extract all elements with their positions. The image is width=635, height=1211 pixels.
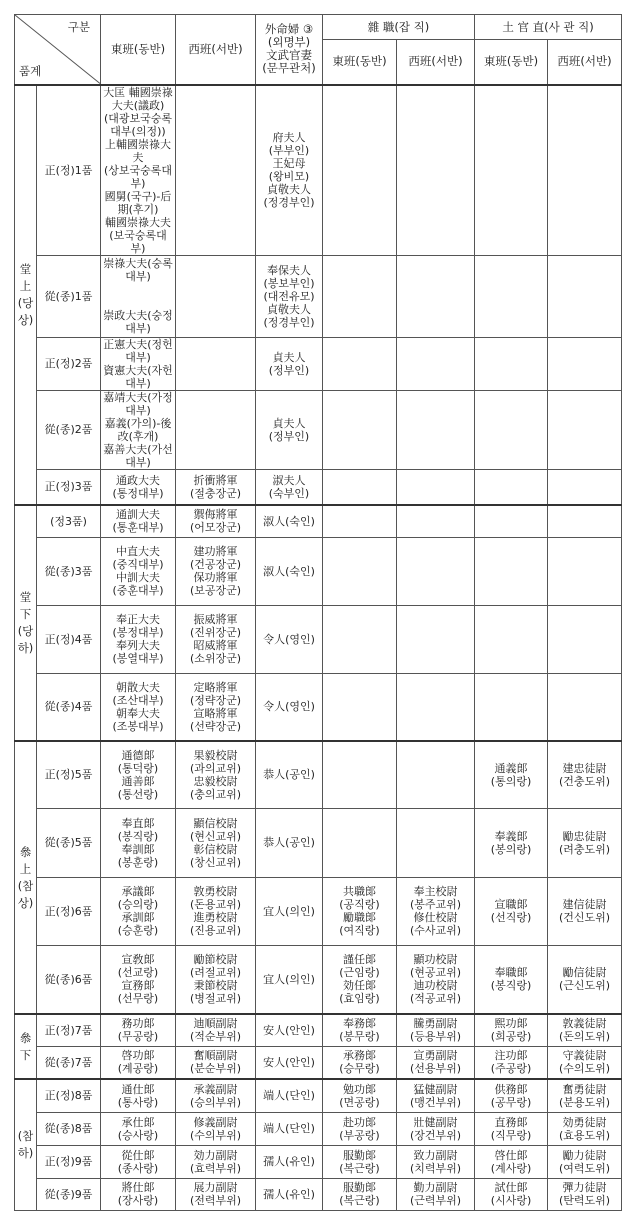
seoban-cell: 定略將軍 (정략장군) 宣略將軍 (선략장군): [176, 673, 256, 741]
grade-cell: 正(정)7품: [37, 1014, 101, 1046]
header-sagwanjik: 土 官 直(사 관 직): [475, 15, 622, 40]
sagwan-seoban-cell: [548, 390, 622, 469]
seoban-cell: 果毅校尉 (과의교위) 忠毅校尉 (충의교위): [176, 741, 256, 808]
japjik-dongban-cell: 赴功郞 (부공랑): [323, 1112, 397, 1145]
japjik-seoban-cell: [397, 469, 475, 505]
seoban-cell: 迪順副尉 (적순부위): [176, 1014, 256, 1046]
sagwan-seoban-cell: 守義徒尉 (수의도위): [548, 1046, 622, 1079]
oemyeongbu-cell: 恭人(공인): [256, 741, 323, 808]
japjik-dongban-cell: [323, 255, 397, 337]
sagwan-dongban-cell: [475, 390, 548, 469]
dongban-cell: 通德郞 (통덕랑) 通善郞 (통선랑): [101, 741, 176, 808]
dongban-cell: 正憲大夫(정헌대부) 資憲大夫(자헌대부): [101, 337, 176, 390]
sagwan-dongban-cell: [475, 605, 548, 673]
grade-cell: 正(정)4품: [37, 605, 101, 673]
dongban-cell: 從仕郞 (종사랑): [101, 1145, 176, 1178]
oemyeongbu-cell: 端人(단인): [256, 1112, 323, 1145]
sagwan-seoban-cell: 敦義徒尉 (돈의도위): [548, 1014, 622, 1046]
seoban-cell: [176, 85, 256, 256]
table-row: [15, 505, 622, 537]
sagwan-seoban-cell: 勵忠徒尉 (려충도위): [548, 808, 622, 877]
group-label: (참 하): [15, 1079, 37, 1210]
table-row: [15, 1112, 622, 1145]
dongban-cell: 務功郞 (무공랑): [101, 1014, 176, 1046]
dongban-cell: 嘉靖大夫(가정대부) 嘉義(가의)-後改(후개) 嘉善大夫(가선대부): [101, 390, 176, 469]
header-corner: [15, 15, 101, 85]
grade-cell: 從(종)9품: [37, 1178, 101, 1210]
sagwan-dongban-cell: [475, 505, 548, 537]
sagwan-seoban-cell: [548, 537, 622, 605]
sagwan-seoban-cell: 効勇徒尉 (효용도위): [548, 1112, 622, 1145]
oemyeongbu-cell: 奉保夫人 (봉보부인) (대전유모) 貞敬夫人 (정경부인): [256, 255, 323, 337]
header-dongban: 東班(동반): [101, 15, 176, 85]
seoban-cell: 敦勇校尉 (돈용교위) 進勇校尉 (진용교위): [176, 877, 256, 945]
sagwan-dongban-cell: 試仕郞 (시사랑): [475, 1178, 548, 1210]
japjik-seoban-cell: 宣勇副尉 (선용부위): [397, 1046, 475, 1079]
sagwan-dongban-cell: [475, 537, 548, 605]
table-row: [15, 537, 622, 605]
japjik-dongban-cell: [323, 390, 397, 469]
oemyeongbu-cell: 端人(단인): [256, 1079, 323, 1112]
japjik-dongban-cell: [323, 469, 397, 505]
sagwan-seoban-cell: 彈力徒尉 (탄력도위): [548, 1178, 622, 1210]
oemyeongbu-cell: 孺人(유인): [256, 1178, 323, 1210]
grade-cell: 正(정)6품: [37, 877, 101, 945]
oemyeongbu-cell: 淑人(숙인): [256, 505, 323, 537]
grade-cell: 正(정)1품: [37, 85, 101, 256]
japjik-seoban-cell: 勤力副尉 (근력부위): [397, 1178, 475, 1210]
japjik-dongban-cell: [323, 537, 397, 605]
japjik-seoban-cell: [397, 673, 475, 741]
rank-table: [14, 14, 622, 1211]
seoban-cell: 建功將軍 (건공장군) 保功將軍 (보공장군): [176, 537, 256, 605]
table-row: [15, 390, 622, 469]
sagwan-seoban-cell: 建忠徒尉 (건충도위): [548, 741, 622, 808]
japjik-seoban-cell: 致力副尉 (치력부위): [397, 1145, 475, 1178]
oemyeongbu-cell: 貞夫人 (정부인): [256, 390, 323, 469]
japjik-dongban-cell: 承務郞 (승무랑): [323, 1046, 397, 1079]
japjik-seoban-cell: [397, 741, 475, 808]
sagwan-dongban-cell: 注功郞 (주공랑): [475, 1046, 548, 1079]
japjik-dongban-cell: 服勤郞 (복근랑): [323, 1145, 397, 1178]
header-gubun: 구분: [67, 20, 90, 34]
table-row: [15, 945, 622, 1014]
sagwan-dongban-cell: [475, 673, 548, 741]
group-label: 叅 上 (참 상): [15, 741, 37, 1014]
oemyeongbu-cell: 宜人(의인): [256, 945, 323, 1014]
oemyeongbu-cell: 安人(안인): [256, 1046, 323, 1079]
japjik-seoban-cell: 顯功校尉 (현공교위) 迪功校尉 (적공교위): [397, 945, 475, 1014]
grade-cell: 正(정)8품: [37, 1079, 101, 1112]
dongban-cell: 啓功郞 (계공랑): [101, 1046, 176, 1079]
dongban-cell: 大匡 輔國崇祿大夫(議政) (대광보국숭록대부(의정)) 上輔國崇祿大夫 (상보국숭록대부) 國舅(국구)-后期(후기) 輔國崇祿大夫 (보국숭록대부): [101, 85, 176, 256]
sagwan-dongban-cell: 宣職郞 (선직랑): [475, 877, 548, 945]
header-pumgye: 품계: [19, 63, 42, 78]
seoban-cell: [176, 337, 256, 390]
header-japjik: 雜 職(잡 직): [323, 15, 475, 40]
japjik-seoban-cell: 奉主校尉 (봉주교위) 修仕校尉 (수사교위): [397, 877, 475, 945]
table-row: [15, 673, 622, 741]
japjik-seoban-cell: 猛健副尉 (맹건부위): [397, 1079, 475, 1112]
dongban-cell: 承仕郞 (승사랑): [101, 1112, 176, 1145]
japjik-dongban-cell: [323, 337, 397, 390]
japjik-dongban-cell: 奉務郞 (봉무랑): [323, 1014, 397, 1046]
japjik-dongban-cell: [323, 605, 397, 673]
oemyeongbu-cell: 貞夫人 (정부인): [256, 337, 323, 390]
japjik-dongban-cell: [323, 85, 397, 256]
dongban-cell: 通仕郞 (통사랑): [101, 1079, 176, 1112]
dongban-cell: 通訓大夫 (통훈대부): [101, 505, 176, 537]
japjik-dongban-cell: [323, 505, 397, 537]
grade-cell: 從(종)5품: [37, 808, 101, 877]
dongban-cell: 奉直郞 (봉직랑) 奉訓郞 (봉훈랑): [101, 808, 176, 877]
oemyeongbu-cell: 宜人(의인): [256, 877, 323, 945]
seoban-cell: 奮順副尉 (분순부위): [176, 1046, 256, 1079]
sagwan-seoban-cell: [548, 673, 622, 741]
sagwan-seoban-cell: [548, 469, 622, 505]
grade-cell: 從(종)8품: [37, 1112, 101, 1145]
japjik-dongban-cell: [323, 741, 397, 808]
japjik-seoban-cell: [397, 85, 475, 256]
table-row: [15, 605, 622, 673]
dongban-cell: 宣敎郞 (선교랑) 宣務郞 (선무랑): [101, 945, 176, 1014]
seoban-cell: 勵節校尉 (려절교위) 秉節校尉 (병절교위): [176, 945, 256, 1014]
sagwan-dongban-cell: 熙功郞 (희공랑): [475, 1014, 548, 1046]
japjik-seoban-cell: [397, 808, 475, 877]
table-row: [15, 1079, 622, 1112]
table-row: [15, 1014, 622, 1046]
japjik-seoban-cell: [397, 255, 475, 337]
table-row: [15, 741, 622, 808]
group-label: 堂 上 (당 상): [15, 85, 37, 506]
sagwan-seoban-cell: [548, 337, 622, 390]
dongban-cell: 崇祿大夫(숭록대부) 崇政大夫(숭정대부): [101, 255, 176, 337]
sagwan-dongban-cell: 直務郞 (직무랑): [475, 1112, 548, 1145]
sagwan-dongban-cell: 供務郞 (공무랑): [475, 1079, 548, 1112]
dongban-cell: 將仕郞 (장사랑): [101, 1178, 176, 1210]
sagwan-dongban-cell: 奉職郞 (봉직랑): [475, 945, 548, 1014]
table-row: [15, 469, 622, 505]
sagwan-dongban-cell: [475, 85, 548, 256]
table-row: [15, 85, 622, 256]
japjik-seoban-cell: [397, 605, 475, 673]
dongban-cell: 朝散大夫 (조산대부) 朝奉大夫 (조봉대부): [101, 673, 176, 741]
japjik-dongban-cell: 共職郞 (공직랑) 勵職郞 (여직랑): [323, 877, 397, 945]
grade-cell: 正(정)5품: [37, 741, 101, 808]
grade-cell: 從(종)6품: [37, 945, 101, 1014]
sagwan-dongban-cell: 通義郞 (통의랑): [475, 741, 548, 808]
seoban-cell: [176, 390, 256, 469]
grade-cell: 從(종)2품: [37, 390, 101, 469]
grade-cell: 正(정)2품: [37, 337, 101, 390]
table-row: [15, 808, 622, 877]
oemyeongbu-cell: 令人(영인): [256, 673, 323, 741]
grade-cell: 正(정)9품: [37, 1145, 101, 1178]
header-oemyeongbu: 外命婦 ③ (외명부) 文武官妻 (문무관처): [256, 15, 323, 85]
group-label: 叅 下: [15, 1014, 37, 1079]
seoban-cell: 折衝將軍 (절충장군): [176, 469, 256, 505]
header-sagwan-seoban: 西班(서반): [548, 40, 622, 85]
dongban-cell: 奉正大夫 (봉정대부) 奉列大夫 (봉열대부): [101, 605, 176, 673]
oemyeongbu-cell: 令人(영인): [256, 605, 323, 673]
seoban-cell: 禦侮將軍 (어모장군): [176, 505, 256, 537]
japjik-seoban-cell: 壯健副尉 (장건부위): [397, 1112, 475, 1145]
sagwan-seoban-cell: [548, 85, 622, 256]
japjik-seoban-cell: [397, 537, 475, 605]
table-row: [15, 255, 622, 337]
sagwan-seoban-cell: [548, 505, 622, 537]
header-japjik-seoban: 西班(서반): [397, 40, 475, 85]
seoban-cell: 修義副尉 (수의부위): [176, 1112, 256, 1145]
seoban-cell: 顯信校尉 (현신교위) 彰信校尉 (창신교위): [176, 808, 256, 877]
grade-cell: 從(종)1품: [37, 255, 101, 337]
header-japjik-dongban: 東班(동반): [323, 40, 397, 85]
oemyeongbu-cell: 淑夫人 (숙부인): [256, 469, 323, 505]
japjik-dongban-cell: [323, 808, 397, 877]
sagwan-dongban-cell: 啓仕郞 (계사랑): [475, 1145, 548, 1178]
sagwan-dongban-cell: 奉義郞 (봉의랑): [475, 808, 548, 877]
oemyeongbu-cell: 安人(안인): [256, 1014, 323, 1046]
japjik-seoban-cell: [397, 390, 475, 469]
table-body: [15, 85, 622, 1211]
sagwan-seoban-cell: 勵信徒尉 (근신도위): [548, 945, 622, 1014]
japjik-seoban-cell: [397, 337, 475, 390]
grade-cell: (정3품): [37, 505, 101, 537]
dongban-cell: 中直大夫 (중직대부) 中訓大夫 (중훈대부): [101, 537, 176, 605]
seoban-cell: 振威將軍 (진위장군) 昭威將軍 (소위장군): [176, 605, 256, 673]
sagwan-seoban-cell: 建信徒尉 (건신도위): [548, 877, 622, 945]
sagwan-seoban-cell: [548, 255, 622, 337]
oemyeongbu-cell: 孺人(유인): [256, 1145, 323, 1178]
oemyeongbu-cell: 恭人(공인): [256, 808, 323, 877]
grade-cell: 從(종)7품: [37, 1046, 101, 1079]
sagwan-seoban-cell: 勵力徒尉 (여력도위): [548, 1145, 622, 1178]
japjik-dongban-cell: 勉功郞 (면공랑): [323, 1079, 397, 1112]
grade-cell: 從(종)4품: [37, 673, 101, 741]
table-row: [15, 877, 622, 945]
japjik-seoban-cell: 騰勇副尉 (등용부위): [397, 1014, 475, 1046]
sagwan-seoban-cell: 奮勇徒尉 (분용도위): [548, 1079, 622, 1112]
table-row: [15, 1178, 622, 1210]
grade-cell: 從(종)3품: [37, 537, 101, 605]
dongban-cell: 承議郞 (승의랑) 承訓郞 (승훈랑): [101, 877, 176, 945]
sagwan-dongban-cell: [475, 337, 548, 390]
seoban-cell: 展力副尉 (전력부위): [176, 1178, 256, 1210]
group-label: 堂 下 (당 하): [15, 505, 37, 741]
sagwan-dongban-cell: [475, 469, 548, 505]
seoban-cell: 承義副尉 (승의부위): [176, 1079, 256, 1112]
table-row: [15, 337, 622, 390]
dongban-cell: 通政大夫 (통정대부): [101, 469, 176, 505]
japjik-dongban-cell: 服勤郞 (복근랑): [323, 1178, 397, 1210]
sagwan-seoban-cell: [548, 605, 622, 673]
oemyeongbu-cell: 府夫人 (부부인) 王妃母 (왕비모) 貞敬夫人 (정경부인): [256, 85, 323, 256]
table-row: [15, 1046, 622, 1079]
seoban-cell: 効力副尉 (효력부위): [176, 1145, 256, 1178]
japjik-seoban-cell: [397, 505, 475, 537]
oemyeongbu-cell: 淑人(숙인): [256, 537, 323, 605]
japjik-dongban-cell: 謹任郞 (근임랑) 効任郞 (효임랑): [323, 945, 397, 1014]
sagwan-dongban-cell: [475, 255, 548, 337]
seoban-cell: [176, 255, 256, 337]
grade-cell: 正(정)3품: [37, 469, 101, 505]
japjik-dongban-cell: [323, 673, 397, 741]
table-row: [15, 1145, 622, 1178]
header-sagwan-dongban: 東班(동반): [475, 40, 548, 85]
header-seoban: 西班(서반): [176, 15, 256, 85]
